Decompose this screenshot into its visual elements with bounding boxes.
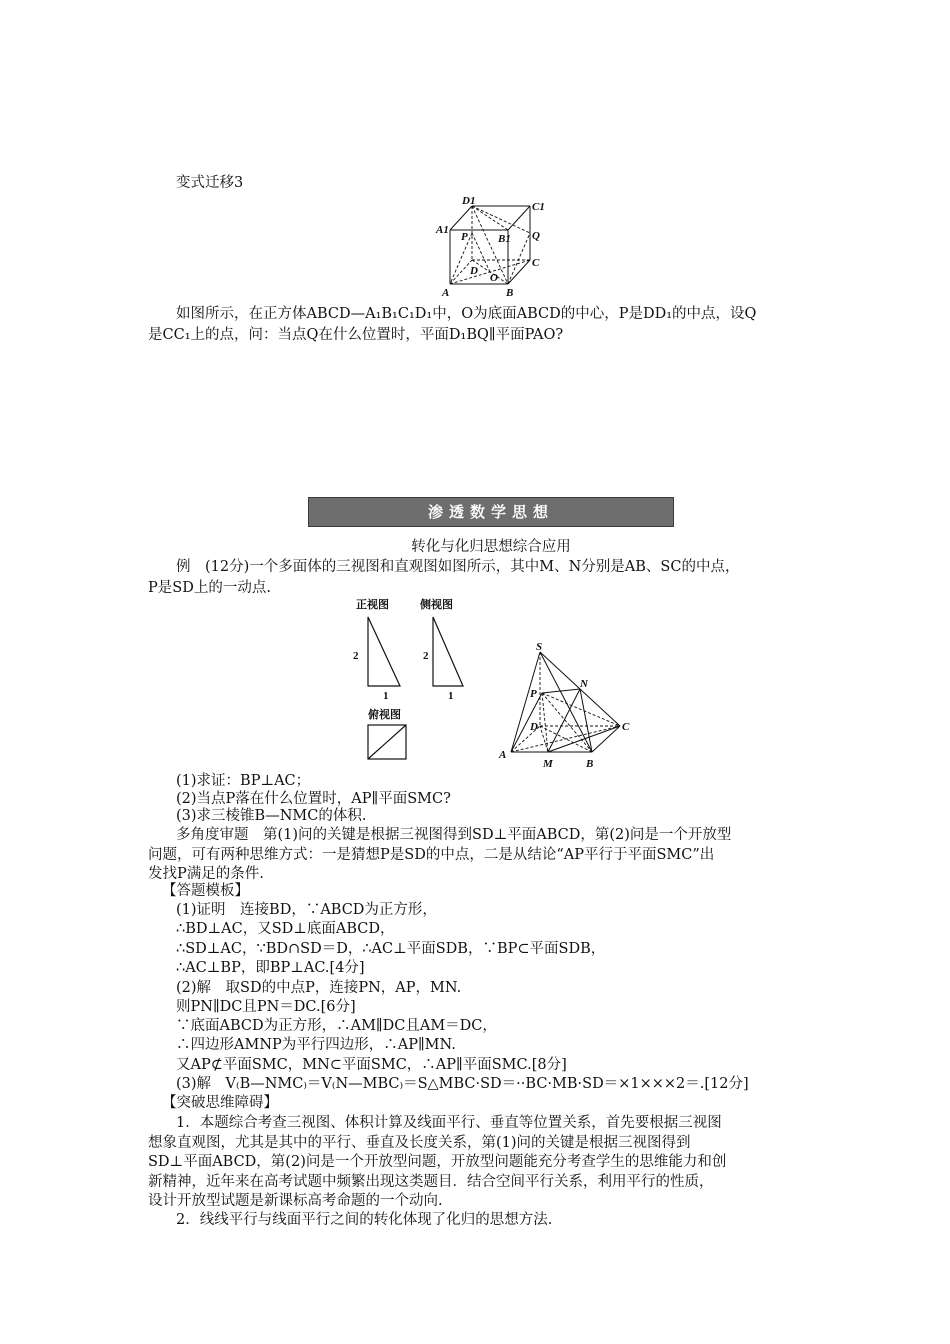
breakthrough-line: 2．线线平行与线面平行之间的转化体现了化归的思想方法. [176,1212,553,1228]
solution-line: ∵底面ABCD为正方形，∴AM∥DC且AM＝DC， [176,1018,497,1034]
front-view-triangle [368,617,400,686]
solution-line: ∴四边形AMNP为平行四边形，∴AP∥MN. [176,1037,456,1053]
breakthrough-line: SD⊥平面ABCD，第(2)问是一个开放型问题，开放型问题能充分考查学生的思维能力和创 [148,1154,727,1170]
solution-line: (1)证明 连接BD，∵ABCD为正方形， [176,902,437,918]
solution-line: ∴BD⊥AC，又SD⊥底面ABCD， [176,921,395,937]
cube-label: P [461,231,468,243]
cube-label: A1 [436,224,449,236]
section-title: 转化与化归思想综合应用 [411,539,571,555]
front-view-label: 正视图 [356,599,389,611]
side-view-triangle [433,617,463,686]
pyramid-label: B [586,758,594,770]
cube-label: C1 [532,201,545,213]
dim-label: 2 [423,650,429,662]
breakthrough-line: 1．本题综合考查三视图、体积计算及线面平行、垂直等位置关系，首先要根据三视图 [176,1115,722,1131]
solution-line: 则PN∥DC且PN＝DC.[6分] [176,999,356,1015]
example-line: P是SD上的一动点. [148,580,271,596]
pyramid-label: D [530,721,538,733]
cube-label: C [532,257,540,269]
solution-line: (3)解 V₍B—NMC₎＝V₍N—MBC₎＝S△MBC·SD＝··BC·MB·SD＝×1×××2＝.[12分] [176,1076,749,1092]
cube-label: D [470,265,478,277]
cube-label: Q [532,230,540,242]
example-line: 例 (12分)一个多面体的三视图和直观图如图所示，其中M、N分别是AB、SC的中点， [176,559,740,575]
analysis-line: 多角度审题 第(1)问的关键是根据三视图得到SD⊥平面ABCD，第(2)问是一个开放型 [176,827,732,843]
problem-line: 是CC₁上的点，问：当点Q在什么位置时，平面D₁BQ∥平面PAO? [148,327,564,343]
dim-label: 1 [448,690,454,702]
solution-line: (2)解 取SD的中点P，连接PN，AP，MN. [176,980,462,996]
question-line: (3)求三棱锥B—NMC的体积. [176,808,367,824]
pyramid-figure [494,640,644,772]
template-heading: 【答题模板】 [162,883,249,899]
pyramid-label: M [543,758,553,770]
dim-label: 1 [383,690,389,702]
solution-line: ∴AC⊥BP，即BP⊥AC.[4分] [176,960,365,976]
pyramid-label: P [530,688,537,700]
question-line: (1)求证：BP⊥AC； [176,773,311,789]
cube-label: D1 [462,195,476,207]
breakthrough-line: 新精神，近年来在高考试题中频繁出现这类题目．结合空间平行关系，利用平行的性质， [148,1174,714,1190]
solution-line: ∴SD⊥AC，∵BD∩SD＝D，∴AC⊥平面SDB，∵BP⊂平面SDB， [176,941,606,957]
pyramid-label: C [622,721,630,733]
analysis-line: 问题，可有两种思维方式：一是猜想P是SD的中点，二是从结论“AP平行于平面SMC”出 [148,847,715,863]
side-view-label: 侧视图 [420,599,453,611]
pyramid-label: A [499,749,507,761]
dim-label: 2 [353,650,359,662]
variant-heading: 变式迁移3 [176,175,244,191]
question-line: (2)当点P落在什么位置时，AP∥平面SMC? [176,791,451,807]
pyramid-label: N [580,678,588,690]
cube-label: B [506,287,514,299]
breakthrough-line: 想象直观图，尤其是其中的平行、垂直及长度关系，第(1)问的关键是根据三视图得到 [148,1135,691,1151]
cube-figure [428,192,548,300]
solution-line: 又AP⊄平面SMC，MN⊂平面SMC，∴AP∥平面SMC.[8分] [176,1057,567,1073]
three-views-figure [350,597,480,769]
section-banner: 渗透数学思想 [308,497,674,527]
cube-label: O [490,272,498,284]
cube-label: B1 [498,233,511,245]
top-view-label: 俯视图 [368,709,401,721]
problem-line: 如图所示，在正方体ABCD—A₁B₁C₁D₁中，O为底面ABCD的中心，P是DD₁的中点，设Q [176,306,757,322]
breakthrough-line: 设计开放型试题是新课标高考命题的一个动向. [148,1193,443,1209]
cube-label: A [442,287,450,299]
breakthrough-heading: 【突破思维障碍】 [162,1095,278,1111]
pyramid-label: S [536,641,543,653]
analysis-line: 发找P满足的条件. [148,866,264,882]
